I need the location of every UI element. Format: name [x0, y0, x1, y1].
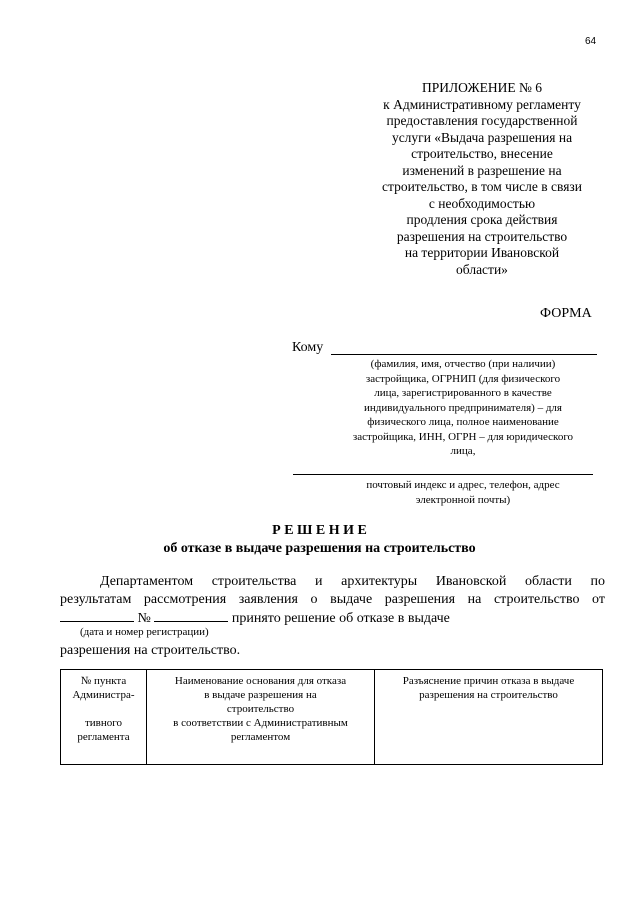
table-header-reason-explanation: [375, 670, 603, 765]
refusal-reasons-table: [60, 669, 603, 765]
address-note-line: почтовый индекс и адрес, телефон, адрес: [366, 479, 560, 491]
body-line-3-text: принято решение об отказе в выдаче: [231, 611, 450, 626]
cell-line: [64, 702, 143, 716]
cell-line: № пункта: [80, 675, 127, 687]
address-note-line: электронной почты): [415, 493, 511, 506]
appendix-line: с необходимостью: [428, 195, 536, 211]
appendix-line: изменений в разрешение на: [402, 162, 562, 178]
recipient-note-line: (фамилия, имя, отчество (при наличии): [370, 358, 556, 370]
cell-line: разрешения на строительство: [419, 689, 558, 701]
table-header-reason-name: [147, 670, 375, 765]
recipient-note-line: застройщика, ИНН, ОГРН – для юридического: [352, 430, 574, 443]
cell-line: тивного: [84, 717, 122, 729]
form-label: ФОРМА: [540, 306, 592, 321]
table-header-clause-number: [61, 670, 147, 765]
table-row: [61, 670, 603, 765]
appendix-line: ПРИЛОЖЕНИЕ № 6: [421, 80, 543, 95]
appendix-line: строительство, внесение: [411, 146, 553, 161]
decision-subtitle: об отказе в выдаче разрешения на строительство: [163, 541, 476, 556]
appendix-line: разрешения на строительство: [396, 228, 568, 244]
recipient-note: [318, 357, 608, 459]
cell-line: строительство: [226, 703, 295, 715]
appendix-line: области»: [456, 261, 508, 277]
decision-title: Р Е Ш Е Н И Е: [272, 523, 367, 538]
body-line-3: [60, 609, 450, 627]
page-number: 64: [585, 36, 597, 47]
appendix-line: продления срока действия: [406, 212, 558, 227]
recipient-note-line: физического лица, полное наименование: [367, 416, 559, 428]
number-sign: №: [137, 611, 151, 626]
cell-line: Администра-: [72, 689, 135, 701]
appendix-line: строительство, в том числе в связи: [382, 179, 582, 194]
cell-line: Разъяснение причин отказа в выдаче: [402, 675, 575, 687]
cell-line: регламента: [77, 731, 130, 743]
recipient-note-line: застройщика, ОГРНИП (для физического: [365, 372, 561, 385]
body-line-1: Департаментом строительства и архитектуры Ивановской области по: [100, 574, 605, 589]
appendix-line: предоставления государственной: [386, 113, 578, 128]
cell-line: Наименование основания для отказа: [174, 675, 347, 687]
body-line-4: разрешения на строительство.: [60, 643, 241, 658]
address-note: [318, 478, 608, 507]
appendix-line: к Административному регламенту: [383, 96, 581, 112]
registration-note: (дата и номер регистрации): [80, 626, 209, 638]
appendix-line: на территории Ивановской: [404, 245, 560, 260]
appendix-line: услуги «Выдача разрешения на: [391, 129, 573, 145]
recipient-line: [331, 354, 597, 355]
recipient-note-line: лица,: [450, 445, 476, 457]
number-blank: [154, 609, 228, 622]
body-line-2: результатам рассмотрения заявления о выдаче разрешения на строительство от: [60, 592, 605, 607]
cell-line: в выдаче разрешения на: [204, 689, 317, 701]
cell-line: в соответствии с Административным: [173, 717, 348, 729]
recipient-label: Кому: [292, 340, 324, 355]
recipient-note-line: индивидуального предпринимателя) – для: [364, 401, 562, 414]
recipient-note-line: лица, зарегистрированного в качестве: [374, 387, 552, 399]
date-blank: [60, 609, 134, 622]
appendix-header: [354, 80, 610, 278]
cell-line: регламентом: [230, 731, 291, 743]
address-line: [293, 474, 593, 475]
